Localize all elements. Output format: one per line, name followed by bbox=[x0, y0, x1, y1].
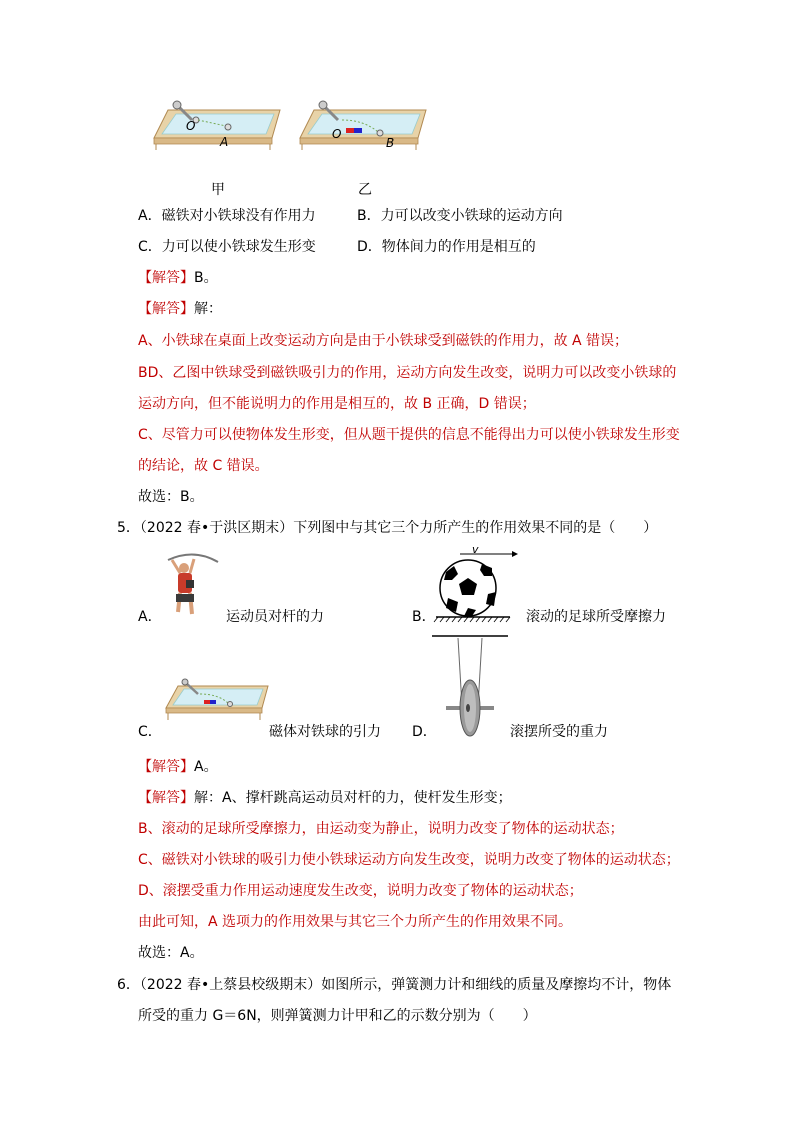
velocity-label: v bbox=[472, 543, 479, 556]
maxwell-pendulum-figure bbox=[420, 634, 510, 744]
q4-conclusion: 故选：B。 bbox=[138, 489, 204, 505]
analysis-head: 解： bbox=[194, 301, 222, 317]
q4-analysis-line-5: 的结论，故 C 错误。 bbox=[138, 458, 269, 474]
figure-table-b bbox=[294, 98, 434, 158]
q4-analysis-line-4: C、尽管力可以使物体发生形变，但从题干提供的信息不能得出力可以使小铁球发生形变 bbox=[138, 427, 680, 443]
q5-option-c-text: 磁体对铁球的引力 bbox=[269, 724, 381, 740]
q5-option-b-letter: B． bbox=[412, 609, 436, 625]
fig-b-label-point: B bbox=[386, 136, 395, 150]
magnet-table-figure bbox=[162, 676, 272, 726]
fig-a-caption: 甲 bbox=[211, 182, 225, 198]
fig-a-label-point: A bbox=[220, 135, 229, 149]
q5-answer bbox=[138, 757, 218, 777]
q4-analysis-line-2: BD、乙图中铁球受到磁铁吸引力的作用，运动方向发生改变，说明力可以改变小铁球的 bbox=[138, 365, 677, 381]
q5-option-c-letter: C． bbox=[138, 724, 162, 740]
answer-tag: 【解答】 bbox=[138, 759, 194, 775]
q5-option-a-letter: A． bbox=[138, 609, 162, 625]
pole-vaulter-figure bbox=[164, 550, 220, 620]
answer-value: B。 bbox=[194, 270, 218, 286]
q6-stem-line-2: 所受的重力 G＝6N，则弹簧测力计甲和乙的示数分别为（ ） bbox=[138, 1008, 537, 1024]
q5-conclusion: 故选：A。 bbox=[138, 945, 204, 961]
q5-analysis-line-4: 由此可知，A 选项力的作用效果与其它三个力所产生的作用效果不同。 bbox=[138, 914, 573, 930]
q6-stem-line-1: 6．（2022 春•上蔡县校级期末）如图所示，弹簧测力计和细线的质量及摩擦均不计，物体 bbox=[117, 977, 672, 993]
figure-table-a bbox=[148, 98, 288, 158]
q4-option-b: B．力可以改变小铁球的运动方向 bbox=[357, 208, 563, 224]
answer-value: A。 bbox=[194, 759, 218, 775]
q5-analysis-line-2: C、磁铁对小铁球的吸引力使小铁球运动方向发生改变，说明力改变了物体的运动状态； bbox=[138, 852, 680, 868]
q5-option-d-letter: D． bbox=[412, 724, 437, 740]
q4-analysis-head bbox=[138, 299, 222, 319]
fig-b-label-o: O bbox=[332, 127, 342, 141]
q5-analysis-line-3: D、滚摆受重力作用运动速度发生改变，说明力改变了物体的运动状态； bbox=[138, 883, 583, 899]
q5-stem: 5．（2022 春•于洪区期末）下列图中与其它三个力所产生的作用效果不同的是（ ） bbox=[117, 520, 658, 536]
q4-answer bbox=[138, 268, 218, 288]
fig-a-label-o: O bbox=[186, 119, 196, 133]
q4-option-c: C．力可以使小铁球发生形变 bbox=[138, 239, 316, 255]
q5-option-b-text: 滚动的足球所受摩擦力 bbox=[526, 609, 666, 625]
q4-option-d: D．物体间力的作用是相互的 bbox=[357, 239, 536, 255]
q5-analysis-head bbox=[138, 788, 512, 808]
fig-b-caption: 乙 bbox=[358, 182, 372, 198]
analysis-tag: 【解答】 bbox=[138, 790, 194, 806]
q5-analysis-line-1: B、滚动的足球所受摩擦力，由运动变为静止，说明力改变了物体的运动状态； bbox=[138, 821, 624, 837]
q4-option-a: A．磁铁对小铁球没有作用力 bbox=[138, 208, 316, 224]
q5-option-d-text: 滚摆所受的重力 bbox=[510, 724, 608, 740]
analysis-tag: 【解答】 bbox=[138, 301, 194, 317]
football-figure bbox=[434, 550, 514, 630]
q4-analysis-line-3: 运动方向，但不能说明力的作用是相互的，故 B 正确，D 错误； bbox=[138, 396, 536, 412]
q5-option-a-text: 运动员对杆的力 bbox=[226, 609, 324, 625]
analysis-first-line: 解：A、撑杆跳高运动员对杆的力，使杆发生形变； bbox=[194, 790, 512, 806]
answer-tag: 【解答】 bbox=[138, 270, 194, 286]
q4-analysis-line-1: A、小铁球在桌面上改变运动方向是由于小铁球受到磁铁的作用力，故 A 错误； bbox=[138, 333, 629, 349]
